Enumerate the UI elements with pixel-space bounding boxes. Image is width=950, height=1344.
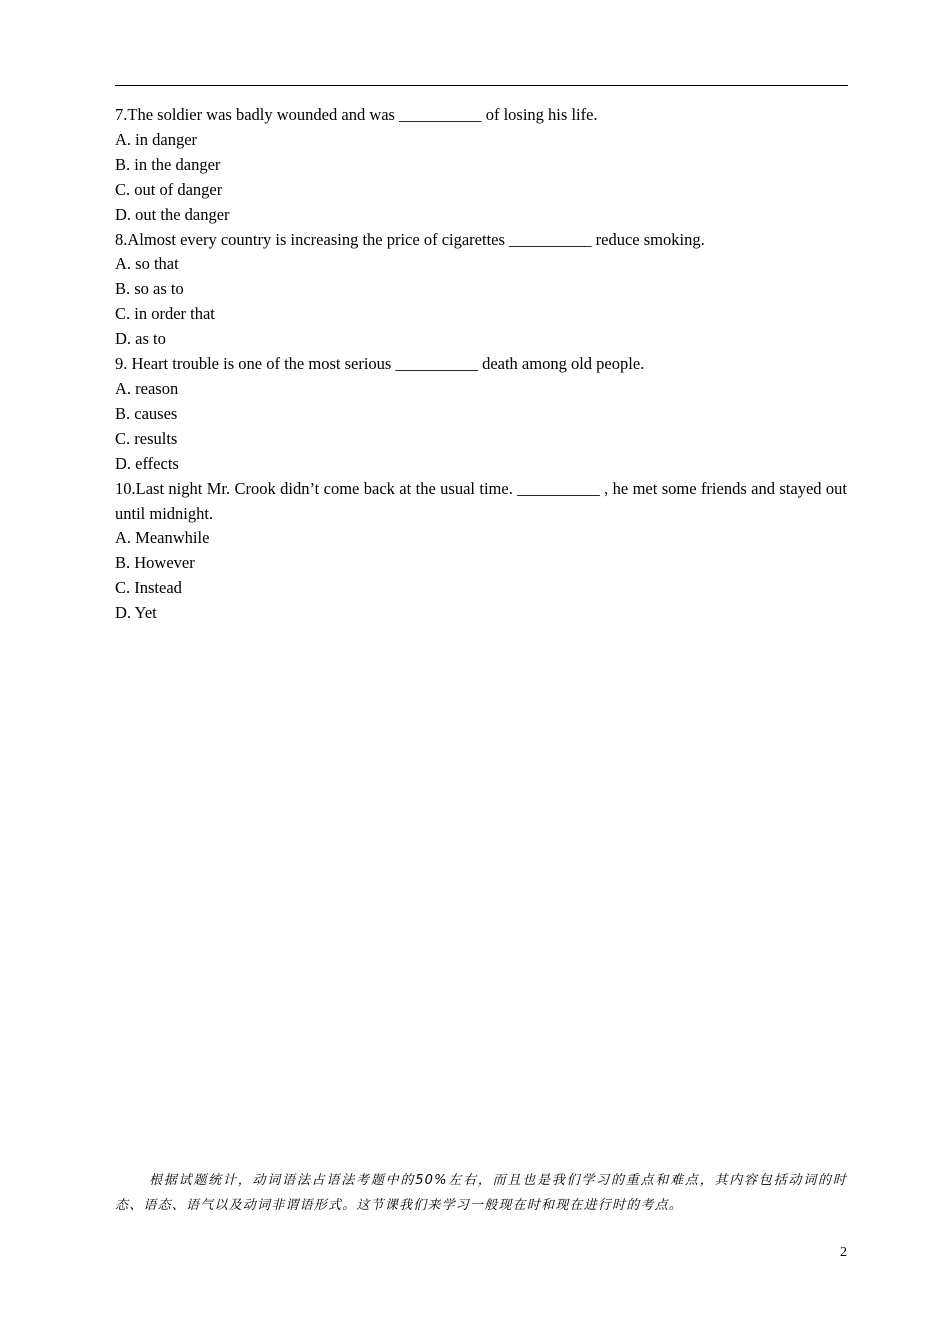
option-c: C. out of danger (115, 179, 223, 199)
option-a: A. Meanwhile (115, 528, 210, 548)
option-d: D. as to (115, 329, 166, 349)
page-number: 2 (840, 1245, 847, 1260)
option-d: D. out the danger (115, 204, 230, 224)
question-8 (115, 228, 847, 353)
option-c: C. in order that (115, 304, 215, 324)
option-c: C. Instead (115, 578, 182, 598)
option-b: B. so as to (115, 279, 184, 299)
question-stem: 7.The soldier was badly wounded and was __________ of losing his life. (115, 105, 598, 124)
option-a: A. so that (115, 254, 179, 274)
option-d: D. effects (115, 453, 179, 473)
question-stem: 9. Heart trouble is one of the most serious __________ death among old people. (115, 354, 645, 374)
option-a: A. reason (115, 378, 179, 398)
question-7 (115, 103, 847, 228)
option-c: C. results (115, 428, 178, 448)
grammar-note: 根据试题统计，动词语法占语法考题中的50%左右，而且也是我们学习的重点和难点，其内容包括动词的时态、语态、语气以及动词非谓语形式。这节课我们来学习一般现在时和现在进行时的考点。 (115, 1173, 847, 1213)
option-d: D. Yet (115, 603, 157, 623)
question-10 (115, 477, 847, 626)
header-rule (115, 85, 848, 86)
option-b: B. causes (115, 403, 178, 423)
option-b: B. However (115, 553, 195, 573)
question-9 (115, 352, 847, 477)
option-a: A. in danger (115, 129, 198, 149)
question-stem: 10.Last night Mr. Crook didn’t come back at the usual time. __________ , he met some friends and stayed out until midnight. (115, 478, 847, 523)
option-b: B. in the danger (115, 154, 221, 174)
question-stem: 8.Almost every country is increasing the price of cigarettes __________ reduce smoking. (115, 229, 705, 249)
question-list (115, 103, 847, 626)
